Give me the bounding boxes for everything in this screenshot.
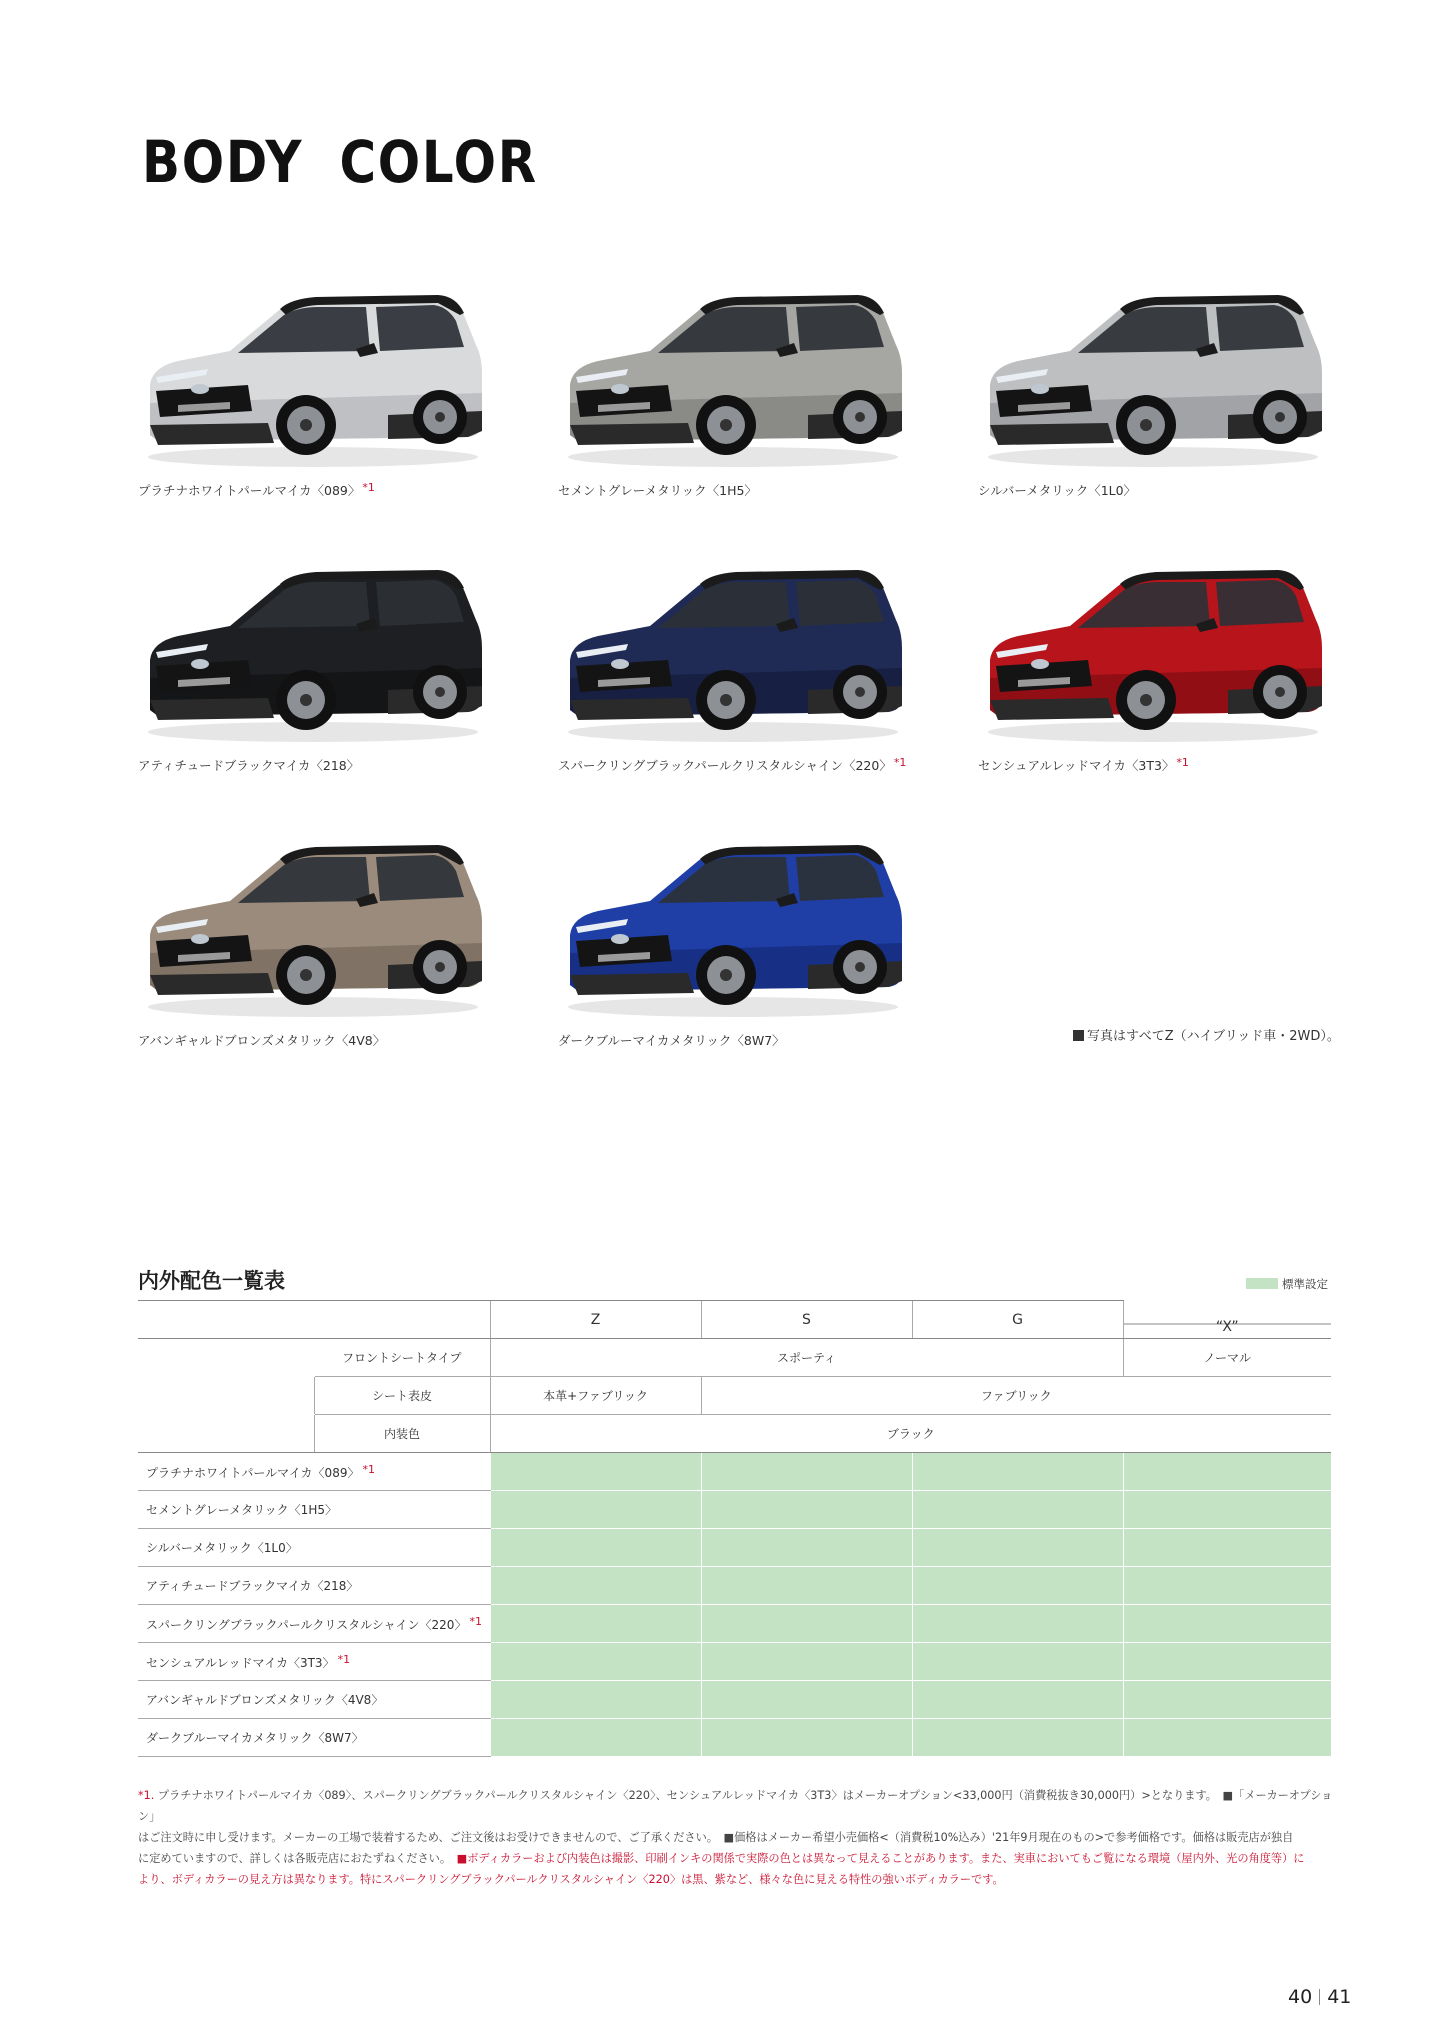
car-color-card xyxy=(558,835,918,1049)
page-number-left: 40 xyxy=(1288,1986,1313,2008)
standard-cell xyxy=(1123,1567,1331,1605)
color-availability-row xyxy=(138,1529,1331,1567)
seat-skin-z: 本革+ファブリック xyxy=(490,1377,701,1415)
blank xyxy=(138,1377,314,1415)
standard-cell xyxy=(1123,1529,1331,1567)
seat-type-normal: ノーマル xyxy=(1123,1339,1331,1377)
standard-cell xyxy=(701,1681,912,1719)
table-color-label: プラチナホワイトパールマイカ〈089〉 xyxy=(146,1465,360,1480)
standard-cell xyxy=(701,1605,912,1643)
interior-row xyxy=(138,1415,1331,1453)
car-color-caption xyxy=(138,1031,498,1049)
standard-cell xyxy=(912,1681,1123,1719)
car-color-caption xyxy=(558,481,918,499)
footnote-line-3 xyxy=(138,1848,1333,1869)
color-trim-table xyxy=(138,1300,1331,1757)
table-color-name xyxy=(138,1453,490,1491)
standard-cell xyxy=(912,1491,1123,1529)
standard-cell xyxy=(701,1453,912,1491)
standard-cell xyxy=(912,1529,1123,1567)
car-color-caption xyxy=(138,481,498,499)
standard-cell xyxy=(701,1567,912,1605)
car-color-name: アティチュードブラックマイカ〈218〉 xyxy=(138,758,360,773)
table-color-label: ダークブルーマイカメタリック〈8W7〉 xyxy=(146,1731,364,1745)
option-note-marker: *1 xyxy=(1176,756,1189,769)
table-color-label: センシュアルレッドマイカ〈3T3〉 xyxy=(146,1655,335,1670)
color-availability-row xyxy=(138,1491,1331,1529)
interior-label: 内装色 xyxy=(314,1415,490,1453)
table-color-name xyxy=(138,1719,490,1757)
car-image xyxy=(138,560,488,750)
photo-note xyxy=(1073,1025,1340,1044)
page-numbers xyxy=(1288,1986,1351,2008)
header-blank xyxy=(138,1301,490,1339)
footnote-line-4: より、ボディカラーの見え方は異なります。特にスパークリングブラックパールクリスタルシャイン〈220〉は黒、紫など、様々な色に見える特性の強いボディカラーです。 xyxy=(138,1873,1004,1886)
car-color-card xyxy=(978,285,1338,499)
grade-g: G xyxy=(912,1301,1123,1339)
footnote-text-3-red: ■ボディカラーおよび内装色は撮影、印刷インキの関係で実際の色とは異なって見えることがあります。また、実車においてもご覧になる環境（屋内外、光の角度等）に xyxy=(456,1852,1305,1865)
seat-skin-label: シート表皮 xyxy=(314,1377,490,1415)
standard-cell xyxy=(1123,1719,1331,1757)
standard-cell xyxy=(1123,1491,1331,1529)
car-color-card xyxy=(558,285,918,499)
car-image xyxy=(558,560,908,750)
standard-cell xyxy=(912,1567,1123,1605)
blank xyxy=(138,1339,314,1377)
table-color-label: アティチュードブラックマイカ〈218〉 xyxy=(146,1579,359,1593)
color-table-heading: 内外配色一覧表 xyxy=(138,1269,285,1293)
footnote-text-1: プラチナホワイトパールマイカ〈089〉、スパークリングブラックパールクリスタルシャイン〈220〉、センシュアルレッドマイカ〈3T3〉はメーカーオプション<33,000円（消費税抜き30,000円）>となります。 ■「メーカーオプション」 xyxy=(138,1789,1333,1823)
standard-cell xyxy=(1123,1643,1331,1681)
legend xyxy=(1246,1276,1328,1292)
car-color-name: センシュアルレッドマイカ〈3T3〉 xyxy=(978,758,1175,773)
option-note-marker: *1 xyxy=(362,1462,375,1476)
standard-cell xyxy=(490,1605,701,1643)
car-color-caption xyxy=(978,481,1338,499)
footnote-line-2: はご注文時に申し受けます。メーカーの工場で装着するため、ご注文後はお受けできませんので、ご了承ください。 ■価格はメーカー希望小売価格<（消費税10%込み）'21年9月現在のもの>で参考価格です。価格は販売店が独自 xyxy=(138,1831,1294,1844)
standard-cell xyxy=(490,1453,701,1491)
car-color-name: セメントグレーメタリック〈1H5〉 xyxy=(558,483,757,498)
car-image xyxy=(138,285,488,475)
option-note-marker: *1 xyxy=(469,1614,482,1628)
table-color-name xyxy=(138,1491,490,1529)
car-color-caption xyxy=(558,1031,918,1049)
standard-cell xyxy=(490,1529,701,1567)
standard-cell xyxy=(1123,1605,1331,1643)
option-note-marker: *1 xyxy=(893,756,907,769)
car-image xyxy=(138,835,488,1025)
car-image xyxy=(558,835,908,1025)
color-availability-row xyxy=(138,1643,1331,1681)
standard-cell xyxy=(701,1491,912,1529)
seat-skin-row xyxy=(138,1377,1331,1415)
standard-cell xyxy=(1123,1681,1331,1719)
color-availability-row xyxy=(138,1567,1331,1605)
table-color-label: スパークリングブラックパールクリスタルシャイン〈220〉 xyxy=(146,1617,467,1632)
legend-label: 標準設定 xyxy=(1282,1277,1328,1291)
standard-cell xyxy=(701,1529,912,1567)
car-color-name: プラチナホワイトパールマイカ〈089〉 xyxy=(138,483,361,498)
car-color-card xyxy=(558,560,918,774)
car-image xyxy=(978,285,1328,475)
blank xyxy=(138,1415,314,1453)
seat-type-sporty: スポーティ xyxy=(490,1339,1123,1377)
standard-cell xyxy=(490,1567,701,1605)
car-color-card xyxy=(138,285,498,499)
standard-cell xyxy=(912,1719,1123,1757)
standard-cell xyxy=(490,1719,701,1757)
standard-cell xyxy=(490,1643,701,1681)
table-color-label: アバンギャルドブロンズメタリック〈4V8〉 xyxy=(146,1693,384,1707)
grade-x: “X” xyxy=(1123,1301,1331,1339)
option-note-marker: *1 xyxy=(337,1652,351,1666)
table-color-name xyxy=(138,1605,490,1643)
car-color-card xyxy=(138,835,498,1049)
table-color-name xyxy=(138,1567,490,1605)
car-color-name: ダークブルーマイカメタリック〈8W7〉 xyxy=(558,1033,785,1048)
standard-cell xyxy=(490,1491,701,1529)
car-image xyxy=(978,560,1328,750)
page-number-right: 41 xyxy=(1327,1986,1352,2008)
photo-note-text: 写真はすべてZ（ハイブリッド車・2WD）。 xyxy=(1087,1029,1340,1044)
car-color-card xyxy=(978,560,1338,774)
table-color-name xyxy=(138,1681,490,1719)
table-color-label: シルバーメタリック〈1L0〉 xyxy=(146,1541,298,1555)
standard-swatch xyxy=(1246,1278,1278,1289)
square-bullet-icon xyxy=(1073,1030,1084,1041)
footnote-text-3: に定めていますので、詳しくは各販売店におたずねください。 xyxy=(138,1852,446,1865)
car-color-name: シルバーメタリック〈1L0〉 xyxy=(978,483,1137,498)
standard-cell xyxy=(912,1605,1123,1643)
car-color-caption xyxy=(978,756,1338,774)
seat-type-label: フロントシートタイプ xyxy=(314,1339,490,1377)
interior-value: ブラック xyxy=(490,1415,1331,1453)
grade-z: Z xyxy=(490,1301,701,1339)
footnote-marker: *1. xyxy=(138,1789,155,1802)
color-availability-row xyxy=(138,1605,1331,1643)
car-color-name: アバンギャルドブロンズメタリック〈4V8〉 xyxy=(138,1033,386,1048)
page-title: BODY COLOR xyxy=(142,128,538,196)
color-availability-row xyxy=(138,1453,1331,1491)
table-color-name xyxy=(138,1529,490,1567)
standard-cell xyxy=(912,1643,1123,1681)
seat-skin-other: ファブリック xyxy=(701,1377,1331,1415)
car-color-name: スパークリングブラックパールクリスタルシャイン〈220〉 xyxy=(558,758,892,773)
standard-cell xyxy=(490,1681,701,1719)
footnote-line-1 xyxy=(138,1785,1333,1827)
standard-cell xyxy=(912,1453,1123,1491)
grade-header-row xyxy=(138,1301,1331,1339)
standard-cell xyxy=(1123,1453,1331,1491)
color-availability-row xyxy=(138,1719,1331,1757)
car-color-caption xyxy=(558,756,918,774)
option-note-marker: *1 xyxy=(362,481,375,494)
color-availability-row xyxy=(138,1681,1331,1719)
footnote xyxy=(138,1785,1333,1890)
table-color-name xyxy=(138,1643,490,1681)
standard-cell xyxy=(701,1719,912,1757)
standard-cell xyxy=(701,1643,912,1681)
seat-type-row xyxy=(138,1339,1331,1377)
page-separator xyxy=(1319,1989,1320,2005)
grade-s: S xyxy=(701,1301,912,1339)
car-color-caption xyxy=(138,756,498,774)
table-color-label: セメントグレーメタリック〈1H5〉 xyxy=(146,1503,337,1517)
car-image xyxy=(558,285,908,475)
car-color-card xyxy=(138,560,498,774)
